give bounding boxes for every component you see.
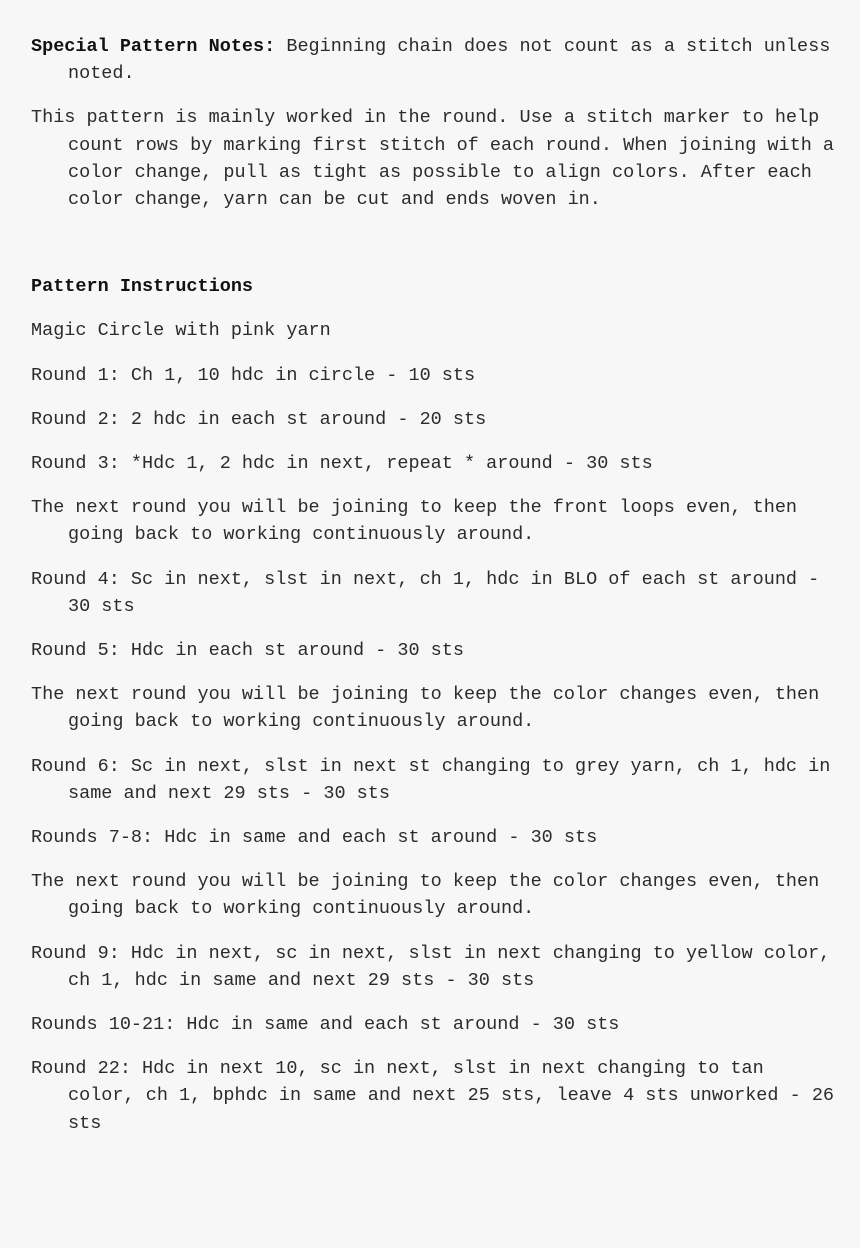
special-notes-label: Special Pattern Notes: [31, 36, 276, 57]
instruction-step: Round 9: Hdc in next, sc in next, slst in next changing to yellow color, ch 1, hdc in same and next 29 sts - 30 sts [31, 942, 831, 991]
instruction-step: Round 6: Sc in next, slst in next st changing to grey yarn, ch 1, hdc in same and next 29 sts - 30 sts [31, 755, 831, 804]
instruction-step: Round 3: *Hdc 1, 2 hdc in next, repeat * around - 30 sts [31, 453, 653, 475]
round-info-paragraph: This pattern is mainly worked in the round. Use a stitch marker to help count rows by marking first stitch of each round. When joining with a color change, pull as tight as possible to align colors. After each color change, yarn can be cut and ends woven in. [31, 107, 835, 211]
instruction-note: The next round you will be joining to keep the color changes even, then going back to working continuously around. [31, 871, 820, 920]
instruction-step: Magic Circle with pink yarn [31, 320, 331, 342]
instructions-heading: Pattern Instructions [31, 276, 254, 298]
special-notes-text: Beginning chain does not count as a stitch unless noted. [68, 36, 831, 85]
instruction-step: Rounds 10-21: Hdc in same and each st around - 30 sts [31, 1014, 620, 1036]
instruction-step: Round 22: Hdc in next 10, sc in next, slst in next changing to tan color, ch 1, bphdc in same and next 25 sts, leave 4 sts unworked - 26 sts [31, 1058, 835, 1134]
instruction-note: The next round you will be joining to keep the front loops even, then going back to working continuously around. [31, 497, 798, 546]
special-notes [31, 33, 841, 87]
instruction-step: Round 4: Sc in next, slst in next, ch 1, hdc in BLO of each st around - 30 sts [31, 568, 820, 617]
instruction-step: Round 5: Hdc in each st around - 30 sts [31, 640, 464, 662]
instruction-note: The next round you will be joining to keep the color changes even, then going back to working continuously around. [31, 684, 820, 733]
instruction-step: Rounds 7-8: Hdc in same and each st around - 30 sts [31, 827, 598, 849]
instruction-step: Round 2: 2 hdc in each st around - 20 sts [31, 408, 487, 430]
instruction-step: Round 1: Ch 1, 10 hdc in circle - 10 sts [31, 364, 476, 386]
